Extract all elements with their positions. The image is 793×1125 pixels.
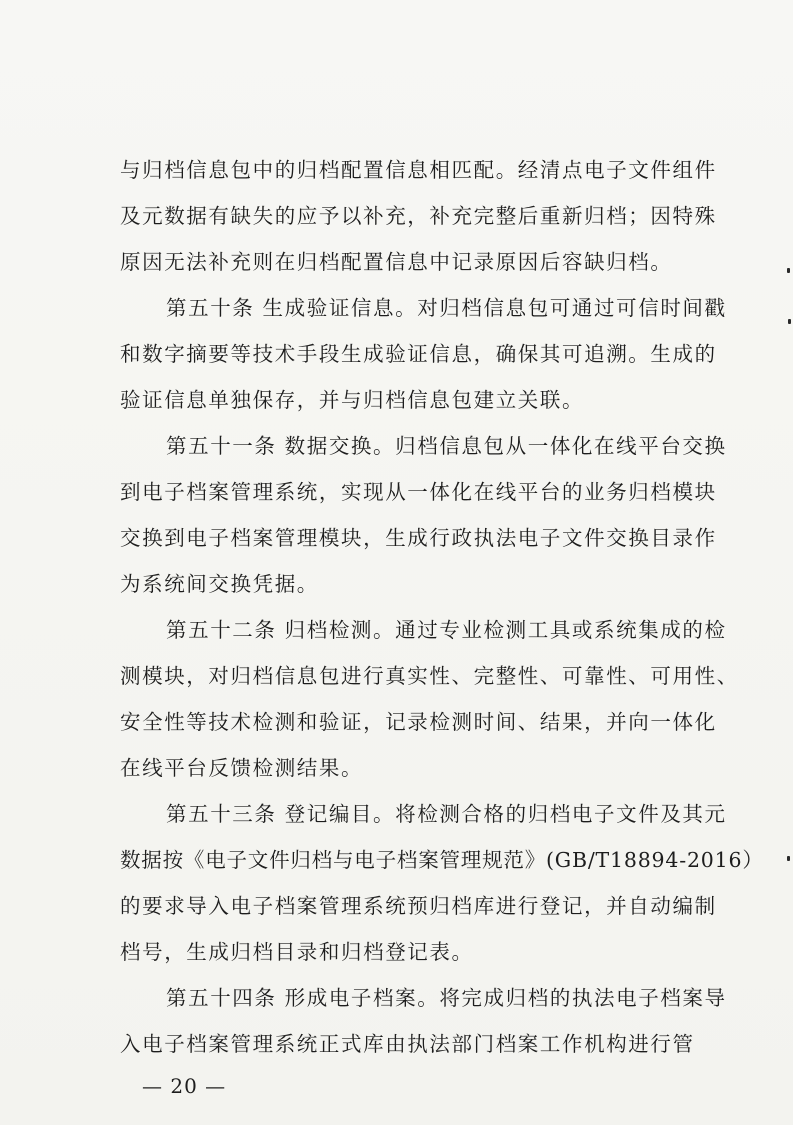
paragraph-line: 和数字摘要等技术手段生成验证信息，确保其可追溯。生成的 xyxy=(120,342,717,366)
article-54-line: 第五十四条 形成电子档案。将完成归档的执法电子档案导 xyxy=(166,986,727,1010)
paragraph-line: 数据按《电子文件归档与电子档案管理规范》(GB/T18894-2016） xyxy=(120,848,764,872)
scan-mark xyxy=(787,268,790,273)
scan-mark xyxy=(787,856,790,861)
paragraph-line: 安全性等技术检测和验证，记录检测时间、结果，并向一体化 xyxy=(120,710,717,734)
paragraph-line: 原因无法补充则在归档配置信息中记录原因后容缺归档。 xyxy=(120,250,673,274)
paragraph-line: 档号，生成归档目录和归档登记表。 xyxy=(120,940,474,964)
paragraph-line: 测模块，对归档信息包进行真实性、完整性、可靠性、可用性、 xyxy=(120,664,739,688)
paragraph-line: 的要求导入电子档案管理系统预归档库进行登记，并自动编制 xyxy=(120,894,717,918)
article-51-line: 第五十一条 数据交换。归档信息包从一体化在线平台交换 xyxy=(166,434,727,458)
paragraph-line: 交换到电子档案管理模块，生成行政执法电子文件交换目录作 xyxy=(120,526,717,550)
paragraph-line: 与归档信息包中的归档配置信息相匹配。经清点电子文件组件 xyxy=(120,158,717,182)
paragraph-line: 在线平台反馈检测结果。 xyxy=(120,756,364,780)
paragraph-line: 验证信息单独保存，并与归档信息包建立关联。 xyxy=(120,388,585,412)
article-52-line: 第五十二条 归档检测。通过专业检测工具或系统集成的检 xyxy=(166,618,727,642)
paragraph-line: 入电子档案管理系统正式库由执法部门档案工作机构进行管 xyxy=(120,1032,695,1056)
article-53-line: 第五十三条 登记编目。将检测合格的归档电子文件及其元 xyxy=(166,802,727,826)
paragraph-line: 为系统间交换凭据。 xyxy=(120,572,319,596)
scan-mark xyxy=(788,319,791,324)
article-50-line: 第五十条 生成验证信息。对归档信息包可通过可信时间戳 xyxy=(166,296,727,320)
paragraph-line: 到电子档案管理系统，实现从一体化在线平台的业务归档模块 xyxy=(120,480,717,504)
page-number: — 20 — xyxy=(142,1074,227,1098)
paragraph-line: 及元数据有缺失的应予以补充，补充完整后重新归档；因特殊 xyxy=(120,204,717,228)
